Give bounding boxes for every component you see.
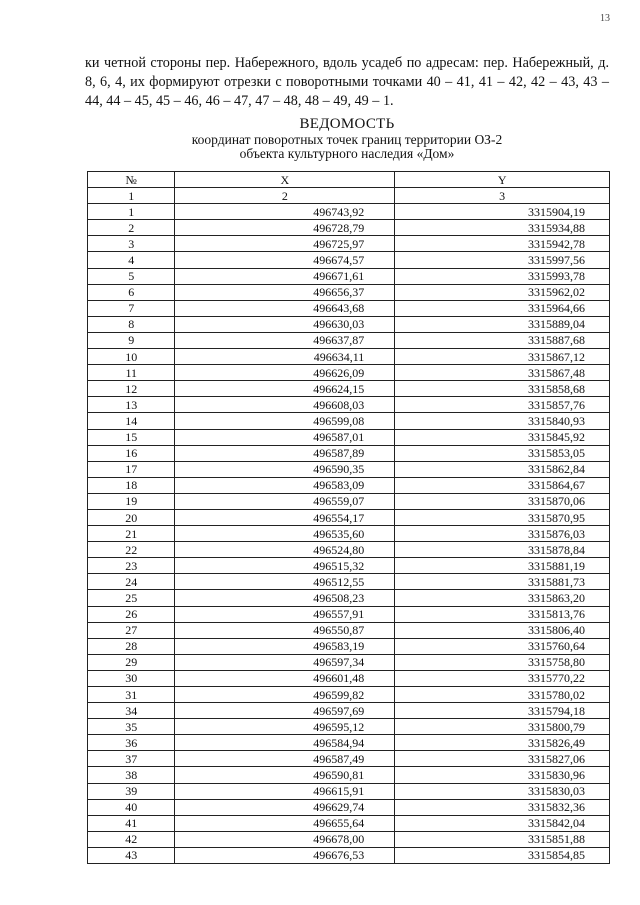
y-coordinate-cell: 3315858,68 <box>395 381 610 397</box>
point-number-cell: 10 <box>88 349 175 365</box>
table-row <box>88 622 610 638</box>
table-row <box>88 204 610 220</box>
y-coordinate-cell: 3315867,12 <box>395 349 610 365</box>
table-row <box>88 445 610 461</box>
table-row <box>88 767 610 783</box>
point-number-cell: 25 <box>88 590 175 606</box>
table-row <box>88 413 610 429</box>
table-row <box>88 220 610 236</box>
table-row <box>88 509 610 525</box>
point-number-cell: 3 <box>88 236 175 252</box>
y-coordinate-cell: 3315857,76 <box>395 397 610 413</box>
x-coordinate-cell: 496583,09 <box>175 477 395 493</box>
heading-line-2: объекта культурного наследия «Дом» <box>239 146 455 161</box>
table-row <box>88 558 610 574</box>
table-row <box>88 799 610 815</box>
point-number-cell: 35 <box>88 719 175 735</box>
point-number-cell: 5 <box>88 268 175 284</box>
x-coordinate-cell: 496550,87 <box>175 622 395 638</box>
table-row <box>88 332 610 348</box>
y-coordinate-cell: 3315863,20 <box>395 590 610 606</box>
x-coordinate-cell: 496587,49 <box>175 751 395 767</box>
column-number: 3 <box>395 188 610 204</box>
point-number-cell: 41 <box>88 815 175 831</box>
table-row <box>88 847 610 863</box>
y-coordinate-cell: 3315854,85 <box>395 847 610 863</box>
y-coordinate-cell: 3315853,05 <box>395 445 610 461</box>
table-row <box>88 397 610 413</box>
x-coordinate-cell: 496601,48 <box>175 670 395 686</box>
point-number-cell: 6 <box>88 284 175 300</box>
table-row <box>88 654 610 670</box>
column-number: 2 <box>175 188 395 204</box>
point-number-cell: 8 <box>88 316 175 332</box>
y-coordinate-cell: 3315934,88 <box>395 220 610 236</box>
x-coordinate-cell: 496643,68 <box>175 300 395 316</box>
table-row <box>88 703 610 719</box>
table-row <box>88 590 610 606</box>
point-number-cell: 17 <box>88 461 175 477</box>
y-coordinate-cell: 3315830,96 <box>395 767 610 783</box>
y-coordinate-cell: 3315760,64 <box>395 638 610 654</box>
x-coordinate-cell: 496615,91 <box>175 783 395 799</box>
point-number-cell: 28 <box>88 638 175 654</box>
table-row <box>88 461 610 477</box>
table-row <box>88 526 610 542</box>
table-row <box>88 268 610 284</box>
x-coordinate-cell: 496678,00 <box>175 831 395 847</box>
x-coordinate-cell: 496676,53 <box>175 847 395 863</box>
point-number-cell: 38 <box>88 767 175 783</box>
point-number-cell: 4 <box>88 252 175 268</box>
table-row <box>88 252 610 268</box>
header-x: X <box>175 172 395 188</box>
table-row <box>88 381 610 397</box>
coordinates-table <box>87 171 610 864</box>
point-number-cell: 37 <box>88 751 175 767</box>
heading-title: ВЕДОМОСТЬ <box>299 116 395 132</box>
point-number-cell: 23 <box>88 558 175 574</box>
y-coordinate-cell: 3315830,03 <box>395 783 610 799</box>
x-coordinate-cell: 496587,89 <box>175 445 395 461</box>
table-row <box>88 236 610 252</box>
x-coordinate-cell: 496595,12 <box>175 719 395 735</box>
table-row <box>88 493 610 509</box>
point-number-cell: 21 <box>88 526 175 542</box>
column-number: 1 <box>88 188 175 204</box>
x-coordinate-cell: 496629,74 <box>175 799 395 815</box>
point-number-cell: 39 <box>88 783 175 799</box>
table-row <box>88 831 610 847</box>
table-row <box>88 687 610 703</box>
y-coordinate-cell: 3315851,88 <box>395 831 610 847</box>
point-number-cell: 27 <box>88 622 175 638</box>
header-row <box>88 172 610 188</box>
x-coordinate-cell: 496559,07 <box>175 493 395 509</box>
y-coordinate-cell: 3315826,49 <box>395 735 610 751</box>
y-coordinate-cell: 3315806,40 <box>395 622 610 638</box>
point-number-cell: 24 <box>88 574 175 590</box>
x-coordinate-cell: 496624,15 <box>175 381 395 397</box>
point-number-cell: 34 <box>88 703 175 719</box>
table-row <box>88 542 610 558</box>
x-coordinate-cell: 496637,87 <box>175 332 395 348</box>
y-coordinate-cell: 3315845,92 <box>395 429 610 445</box>
table-row <box>88 719 610 735</box>
y-coordinate-cell: 3315997,56 <box>395 252 610 268</box>
y-coordinate-cell: 3315870,95 <box>395 509 610 525</box>
x-coordinate-cell: 496590,35 <box>175 461 395 477</box>
x-coordinate-cell: 496655,64 <box>175 815 395 831</box>
table-row <box>88 735 610 751</box>
point-number-cell: 1 <box>88 204 175 220</box>
y-coordinate-cell: 3315904,19 <box>395 204 610 220</box>
x-coordinate-cell: 496608,03 <box>175 397 395 413</box>
table-row <box>88 574 610 590</box>
x-coordinate-cell: 496597,69 <box>175 703 395 719</box>
y-coordinate-cell: 3315993,78 <box>395 268 610 284</box>
table-row <box>88 815 610 831</box>
x-coordinate-cell: 496597,34 <box>175 654 395 670</box>
table-row <box>88 477 610 493</box>
y-coordinate-cell: 3315813,76 <box>395 606 610 622</box>
point-number-cell: 19 <box>88 493 175 509</box>
y-coordinate-cell: 3315840,93 <box>395 413 610 429</box>
x-coordinate-cell: 496674,57 <box>175 252 395 268</box>
x-coordinate-cell: 496728,79 <box>175 220 395 236</box>
x-coordinate-cell: 496590,81 <box>175 767 395 783</box>
intro-text: ки четной стороны пер. Набережного, вдоль усадеб по адресам: пер. Набережный, д. 8, 6, 4, их формируют отрезки с поворотными точками 40 – 41, 41 – 42, 42 – 43, 43 – 44, 44 – 45, 45 – 46, 46 – 47, 47 – 48, 48 – 49, 49 – 1. <box>85 55 609 109</box>
point-number-cell: 31 <box>88 687 175 703</box>
point-number-cell: 22 <box>88 542 175 558</box>
table-row <box>88 783 610 799</box>
table-row <box>88 284 610 300</box>
y-coordinate-cell: 3315964,66 <box>395 300 610 316</box>
x-coordinate-cell: 496583,19 <box>175 638 395 654</box>
y-coordinate-cell: 3315862,84 <box>395 461 610 477</box>
table-row <box>88 349 610 365</box>
point-number-cell: 30 <box>88 670 175 686</box>
x-coordinate-cell: 496584,94 <box>175 735 395 751</box>
x-coordinate-cell: 496599,82 <box>175 687 395 703</box>
x-coordinate-cell: 496512,55 <box>175 574 395 590</box>
x-coordinate-cell: 496508,23 <box>175 590 395 606</box>
point-number-cell: 12 <box>88 381 175 397</box>
y-coordinate-cell: 3315842,04 <box>395 815 610 831</box>
x-coordinate-cell: 496626,09 <box>175 365 395 381</box>
header-y: Y <box>395 172 610 188</box>
y-coordinate-cell: 3315867,48 <box>395 365 610 381</box>
x-coordinate-cell: 496557,91 <box>175 606 395 622</box>
y-coordinate-cell: 3315832,36 <box>395 799 610 815</box>
heading-line-1: координат поворотных точек границ территории ОЗ-2 <box>191 132 503 147</box>
y-coordinate-cell: 3315962,02 <box>395 284 610 300</box>
point-number-cell: 15 <box>88 429 175 445</box>
x-coordinate-cell: 496671,61 <box>175 268 395 284</box>
y-coordinate-cell: 3315827,06 <box>395 751 610 767</box>
y-coordinate-cell: 3315881,73 <box>395 574 610 590</box>
table-row <box>88 638 610 654</box>
y-coordinate-cell: 3315881,19 <box>395 558 610 574</box>
table-row <box>88 606 610 622</box>
y-coordinate-cell: 3315870,06 <box>395 493 610 509</box>
page-number: 13 <box>600 13 610 24</box>
point-number-cell: 43 <box>88 847 175 863</box>
point-number-cell: 9 <box>88 332 175 348</box>
y-coordinate-cell: 3315758,80 <box>395 654 610 670</box>
y-coordinate-cell: 3315889,04 <box>395 316 610 332</box>
y-coordinate-cell: 3315878,84 <box>395 542 610 558</box>
x-coordinate-cell: 496656,37 <box>175 284 395 300</box>
point-number-cell: 7 <box>88 300 175 316</box>
y-coordinate-cell: 3315794,18 <box>395 703 610 719</box>
table-row <box>88 751 610 767</box>
x-coordinate-cell: 496634,11 <box>175 349 395 365</box>
point-number-cell: 13 <box>88 397 175 413</box>
point-number-cell: 42 <box>88 831 175 847</box>
point-number-cell: 40 <box>88 799 175 815</box>
x-coordinate-cell: 496535,60 <box>175 526 395 542</box>
table-header <box>88 172 610 204</box>
y-coordinate-cell: 3315942,78 <box>395 236 610 252</box>
x-coordinate-cell: 496743,92 <box>175 204 395 220</box>
x-coordinate-cell: 496630,03 <box>175 316 395 332</box>
column-number-row <box>88 188 610 204</box>
point-number-cell: 18 <box>88 477 175 493</box>
point-number-cell: 36 <box>88 735 175 751</box>
header-number: № <box>88 172 175 188</box>
x-coordinate-cell: 496524,80 <box>175 542 395 558</box>
point-number-cell: 29 <box>88 654 175 670</box>
table-row <box>88 300 610 316</box>
x-coordinate-cell: 496587,01 <box>175 429 395 445</box>
point-number-cell: 2 <box>88 220 175 236</box>
y-coordinate-cell: 3315887,68 <box>395 332 610 348</box>
x-coordinate-cell: 496599,08 <box>175 413 395 429</box>
table-row <box>88 670 610 686</box>
intro-paragraph <box>85 54 609 111</box>
table-heading <box>85 116 609 161</box>
x-coordinate-cell: 496515,32 <box>175 558 395 574</box>
y-coordinate-cell: 3315800,79 <box>395 719 610 735</box>
point-number-cell: 11 <box>88 365 175 381</box>
table-row <box>88 316 610 332</box>
y-coordinate-cell: 3315876,03 <box>395 526 610 542</box>
point-number-cell: 16 <box>88 445 175 461</box>
y-coordinate-cell: 3315864,67 <box>395 477 610 493</box>
x-coordinate-cell: 496554,17 <box>175 509 395 525</box>
point-number-cell: 26 <box>88 606 175 622</box>
table-row <box>88 365 610 381</box>
point-number-cell: 20 <box>88 509 175 525</box>
y-coordinate-cell: 3315770,22 <box>395 670 610 686</box>
table-body <box>88 204 610 864</box>
x-coordinate-cell: 496725,97 <box>175 236 395 252</box>
point-number-cell: 14 <box>88 413 175 429</box>
y-coordinate-cell: 3315780,02 <box>395 687 610 703</box>
table-row <box>88 429 610 445</box>
